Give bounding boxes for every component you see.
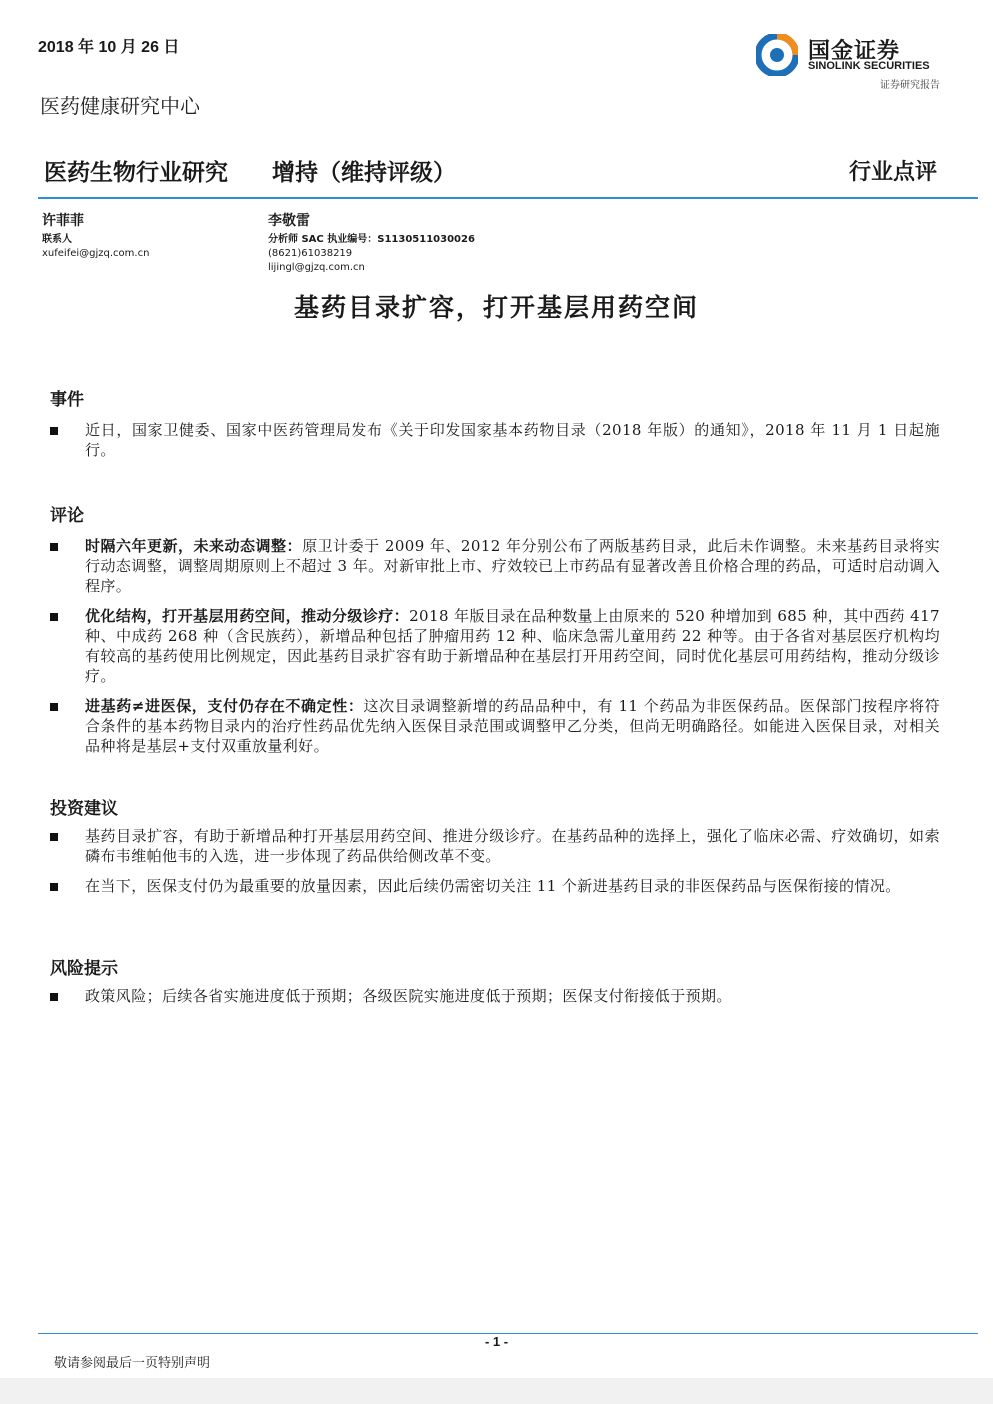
author-cert: S1130511030026 bbox=[377, 234, 475, 245]
rating-heading: 增持（维持评级） bbox=[272, 160, 456, 186]
bullet-square-icon bbox=[50, 427, 58, 435]
footer-disclaimer: 敬请参阅最后一页特别声明 bbox=[54, 1356, 211, 1371]
author-phone: (8621)61038219 bbox=[268, 248, 353, 259]
header-divider bbox=[38, 197, 978, 199]
author-name: 李敬雷 bbox=[268, 213, 310, 229]
list-item: 近日，国家卫健委、国家中医药管理局发布《关于印发国家基本药物目录（2018 年版）的通知》，2018 年 11 月 1 日起施行。 bbox=[50, 420, 940, 460]
company-logo bbox=[756, 32, 946, 92]
list-item: 在当下，医保支付仍为最重要的放量因素，因此后续仍需密切关注 11 个新进基药目录的非医保药品与医保衔接的情况。 bbox=[50, 876, 940, 896]
report-title: 基药目录扩容，打开基层用药空间 bbox=[293, 293, 699, 322]
section-heading: 风险提示 bbox=[50, 959, 118, 979]
list-item: 优化结构，打开基层用药空间，推动分级诊疗：2018 年版目录在品种数量上由原来的 520 种增加到 685 种，其中西药 417 种、中成药 268 种（含民族药），新增品种包括了肿瘤用药 12 种、临床急需儿童用药 22 种等。由于各省对基层医疗机构均有较高的基药使用比例规定，因此基药目录扩容有助于新增品种在基层打开用药空间，同时优化基层可用药结构，推动分级诊疗。 bbox=[50, 606, 940, 686]
author-email[interactable]: xufeifei@gjzq.com.cn bbox=[42, 248, 150, 259]
report-type: 行业点评 bbox=[848, 159, 937, 185]
report-date: 2018 年 10 月 26 日 bbox=[38, 39, 180, 56]
logo-en-text: SINOLINK SECURITIES bbox=[808, 60, 930, 72]
list-item: 进基药≠进医保，支付仍存在不确定性：这次目录调整新增的药品品种中，有 11 个药品为非医保药品。医保部门按程序将符合条件的基本药物目录内的治疗性药品优先纳入医保目录范围或调整甲乙分类，但尚无明确路径。如能进入医保目录，对相关品种将是基层+支付双重放量利好。 bbox=[50, 696, 940, 756]
bottom-band bbox=[0, 1378, 993, 1404]
logo-subtitle: 证券研究报告 bbox=[880, 80, 940, 91]
bullet-square-icon bbox=[50, 993, 58, 1001]
author-role: 联系人 bbox=[42, 234, 72, 245]
logo-cn-text: 国金证券 bbox=[808, 39, 901, 64]
bullet-square-icon bbox=[50, 833, 58, 841]
sinolink-logo-icon bbox=[756, 34, 798, 76]
page-number: - 1 - bbox=[484, 1334, 509, 1349]
author-email[interactable]: lijingl@gjzq.com.cn bbox=[268, 262, 365, 273]
author-cert-label: 分析师 SAC 执业编号： bbox=[268, 234, 378, 245]
author-name: 许菲菲 bbox=[42, 213, 84, 229]
list-item: 政策风险；后续各省实施进度低于预期；各级医院实施进度低于预期；医保支付衔接低于预期。 bbox=[50, 986, 940, 1006]
bullet-square-icon bbox=[50, 613, 58, 621]
section-heading: 评论 bbox=[50, 506, 84, 526]
bullet-square-icon bbox=[50, 703, 58, 711]
bullet-square-icon bbox=[50, 543, 58, 551]
section-heading: 投资建议 bbox=[50, 799, 118, 819]
bullet-square-icon bbox=[50, 883, 58, 891]
list-item: 时隔六年更新，未来动态调整：原卫计委于 2009 年、2012 年分别公布了两版基药目录，此后未作调整。未来基药目录将实行动态调整，调整周期原则上不超过 3 年。对新审批上市、疗效较已上市药品有显著改善且价格合理的药品，可适时启动调入程序。 bbox=[50, 536, 940, 596]
section-heading: 事件 bbox=[50, 390, 84, 410]
research-center-name: 医药健康研究中心 bbox=[40, 94, 200, 118]
author-block-2 bbox=[268, 210, 475, 275]
industry-heading: 医药生物行业研究 bbox=[44, 160, 228, 186]
list-item: 基药目录扩容，有助于新增品种打开基层用药空间、推进分级诊疗。在基药品种的选择上，强化了临床必需、疗效确切，如索磷布韦维帕他韦的入选，进一步体现了药品供给侧改革不变。 bbox=[50, 826, 940, 866]
author-block-1 bbox=[42, 210, 149, 261]
